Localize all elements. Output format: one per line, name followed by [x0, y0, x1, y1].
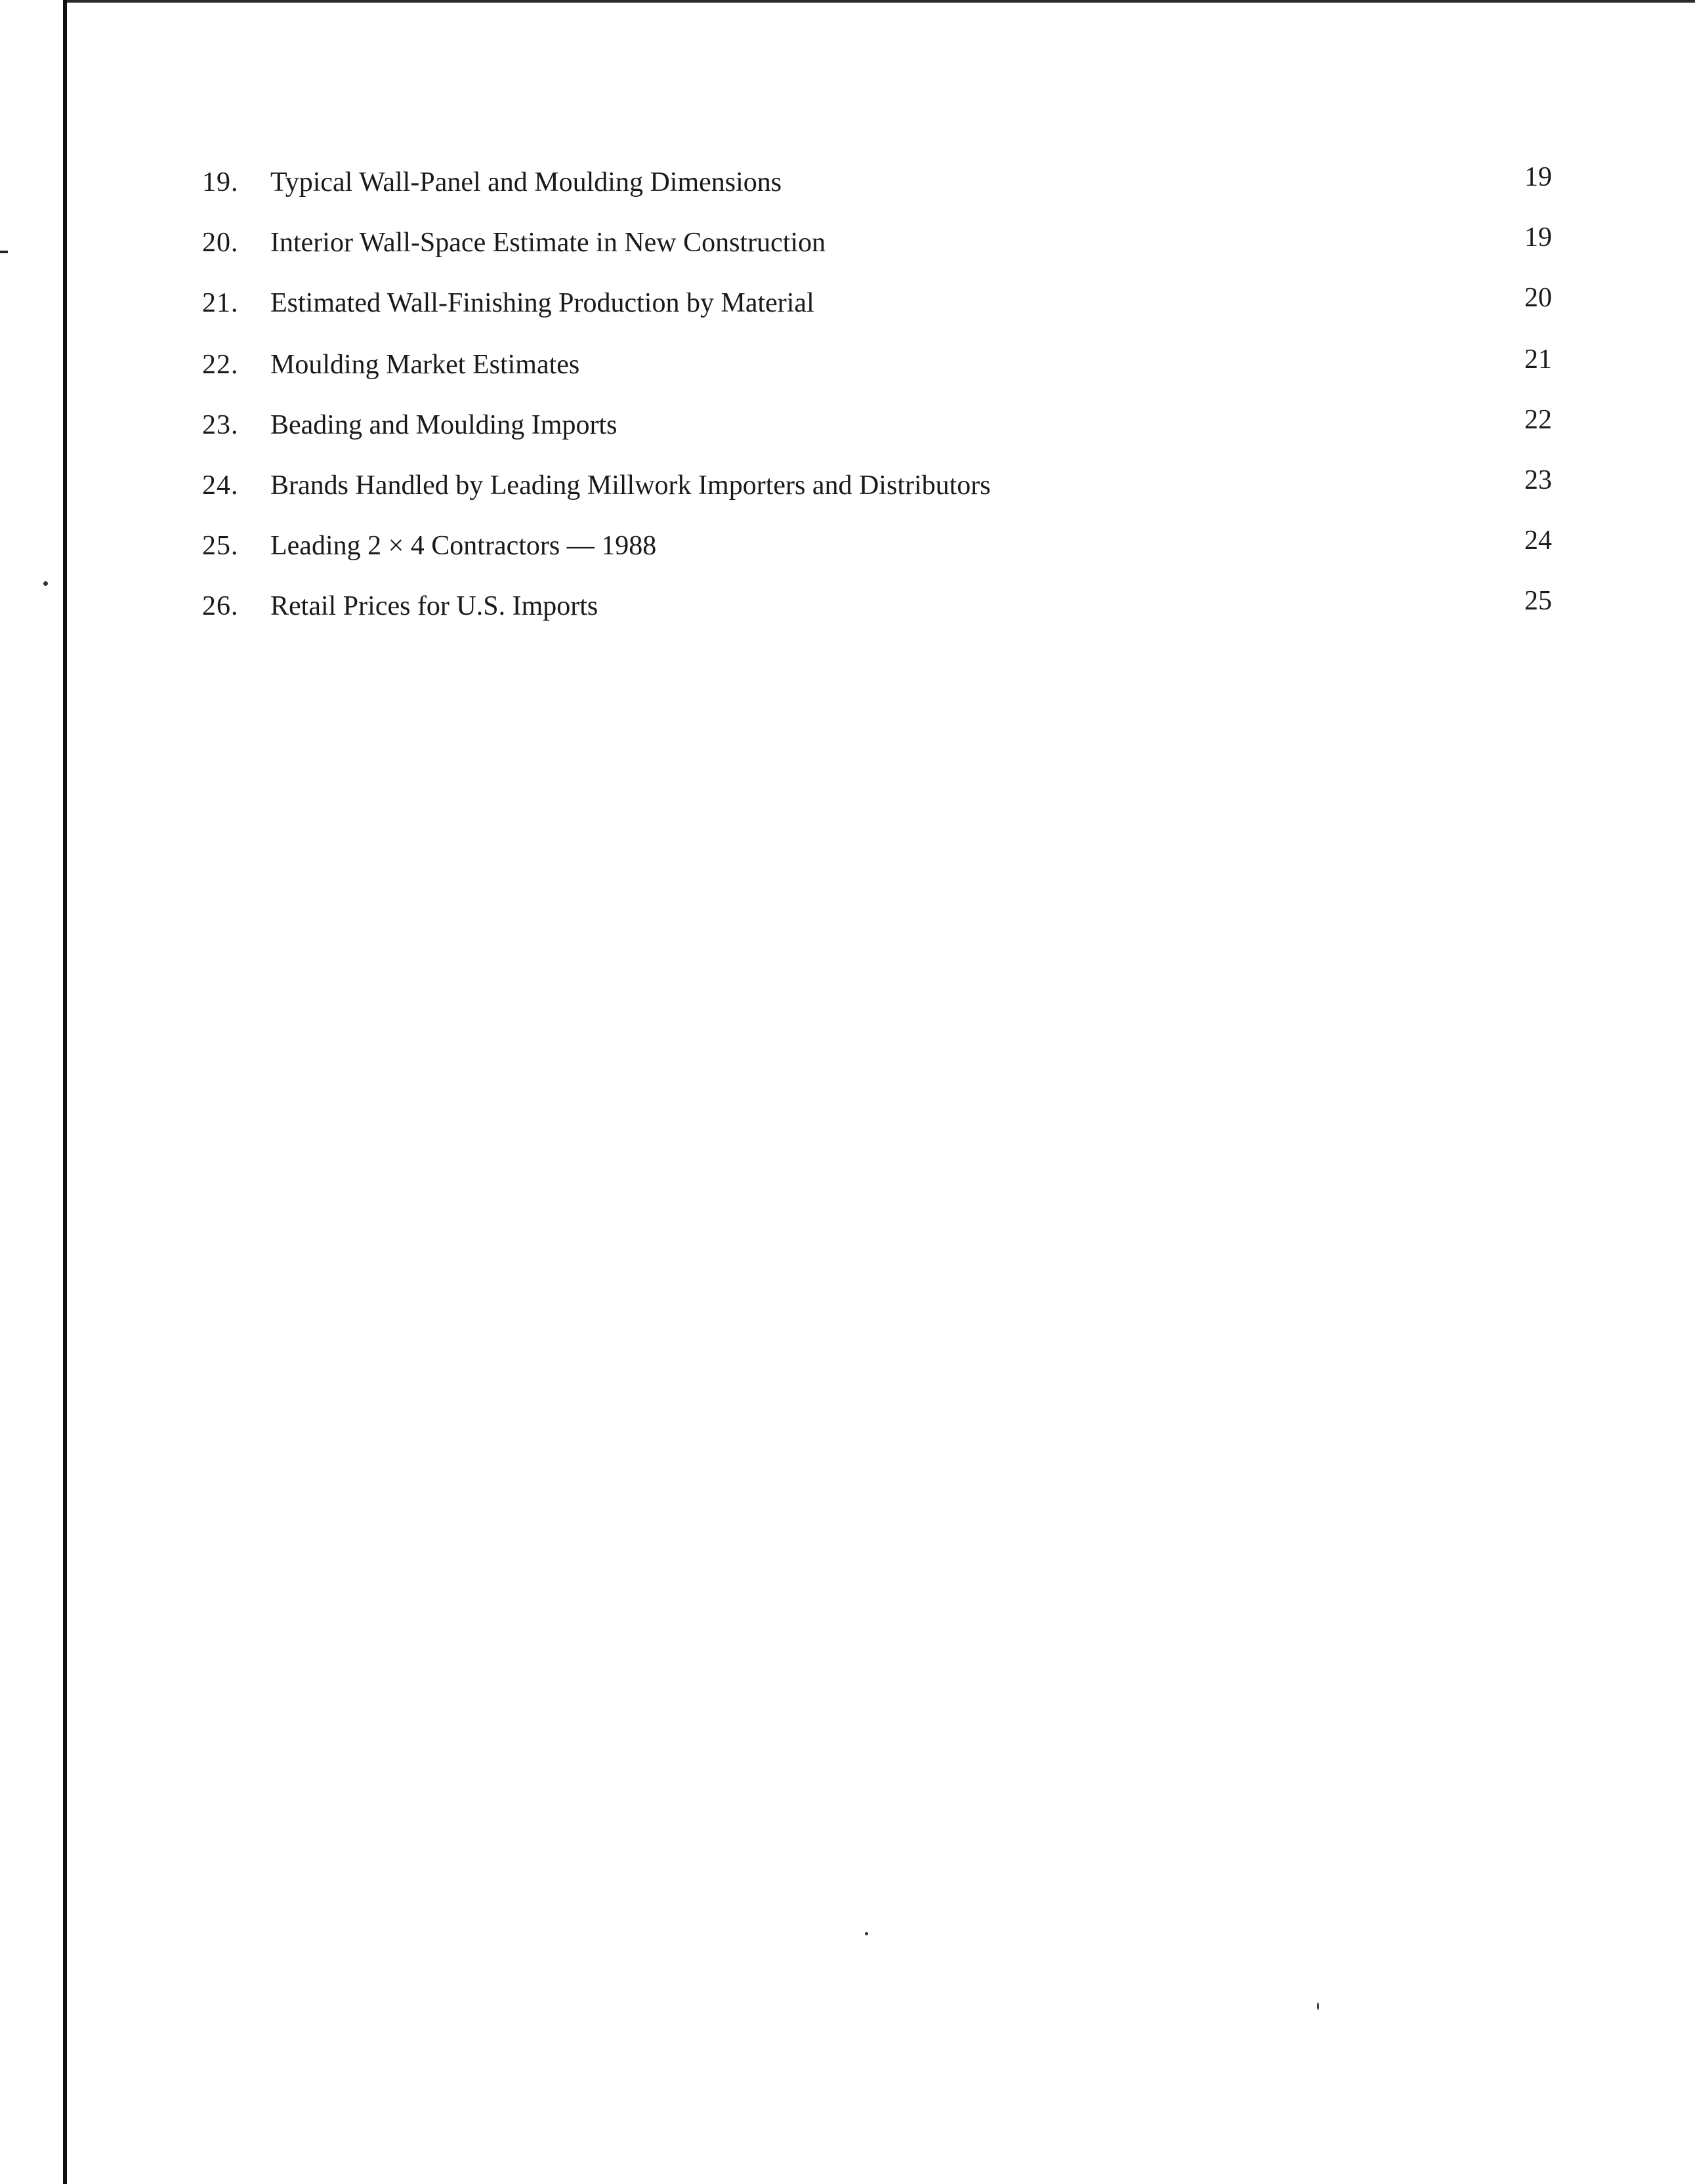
toc-entry-number: 25.: [202, 531, 239, 561]
toc-entry: [0, 587, 1695, 639]
toc-entry: [0, 163, 1695, 215]
toc-entry-page: 20: [1524, 283, 1552, 313]
toc-entry-title: Beading and Moulding Imports: [270, 410, 617, 440]
toc-entry-page: 23: [1524, 465, 1552, 495]
toc-entry-title: Moulding Market Estimates: [270, 350, 580, 380]
toc-entry-number: 21.: [202, 288, 239, 318]
toc-entry: [0, 345, 1695, 398]
toc-entry-title: Leading 2 × 4 Contractors — 1988: [270, 531, 657, 561]
toc-entry-page: 19: [1524, 162, 1552, 192]
toc-entry-page: 25: [1524, 586, 1552, 616]
toc-entry-number: 20.: [202, 228, 239, 258]
toc-entry-title: Brands Handled by Leading Millwork Importers and Distributors: [270, 470, 991, 501]
toc-entry: [0, 405, 1695, 458]
toc-entry-page: 21: [1524, 344, 1552, 375]
toc-entry-number: 26.: [202, 591, 239, 621]
toc-entry-number: 24.: [202, 470, 239, 501]
toc-entry-number: 23.: [202, 410, 239, 440]
toc-entry-title: Typical Wall-Panel and Moulding Dimensions: [270, 167, 782, 197]
toc-entry-title: Retail Prices for U.S. Imports: [270, 591, 598, 621]
toc-entry-page: 19: [1524, 222, 1552, 253]
toc-entry-number: 19.: [202, 167, 239, 197]
toc-entry-number: 22.: [202, 350, 239, 380]
toc-entry-page: 22: [1524, 405, 1552, 435]
toc-entry-title: Estimated Wall-Finishing Production by Material: [270, 288, 814, 318]
toc-entry: [0, 283, 1695, 336]
toc-entry: [0, 526, 1695, 579]
toc-entry: [0, 223, 1695, 276]
toc-entry-title: Interior Wall-Space Estimate in New Construction: [270, 228, 826, 258]
toc-entry: [0, 466, 1695, 518]
toc-entry-page: 24: [1524, 525, 1552, 556]
